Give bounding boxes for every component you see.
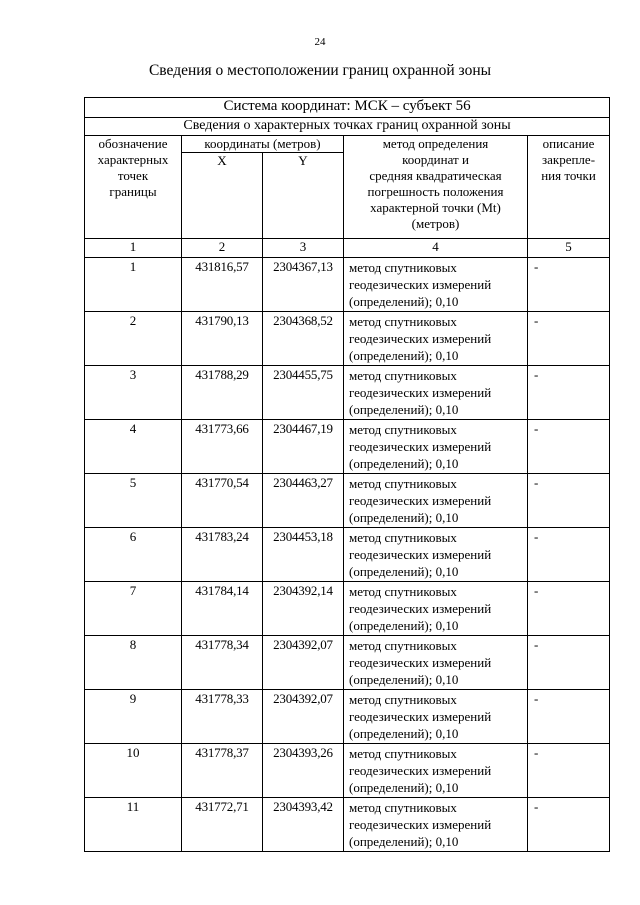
method-header-line: координат и	[402, 152, 469, 167]
method-cell	[344, 582, 528, 636]
method-header-line: метод определения	[382, 136, 489, 151]
method-line: геодезических измерений	[349, 709, 492, 724]
method-cell	[344, 744, 528, 798]
designation-header	[85, 136, 182, 239]
table-row	[85, 528, 610, 582]
method-line: (определений); 0,10	[349, 672, 459, 687]
method-line: метод спутниковых	[349, 746, 457, 761]
points-header: Сведения о характерных точках границ охранной зоны	[85, 118, 610, 136]
table-row	[85, 636, 610, 690]
method-line: геодезических измерений	[349, 817, 492, 832]
method-line: (определений); 0,10	[349, 402, 459, 417]
x-coordinate-cell: 431788,29	[182, 366, 263, 420]
method-line: метод спутниковых	[349, 314, 457, 329]
method-line: (определений); 0,10	[349, 618, 459, 633]
column-number: 2	[182, 239, 263, 258]
method-line: (определений); 0,10	[349, 564, 459, 579]
y-coordinate-cell: 2304467,19	[263, 420, 344, 474]
designation-line: характерных	[97, 152, 169, 167]
description-cell: -	[528, 258, 610, 312]
description-header-line: описание	[542, 136, 595, 151]
coordinates-table	[84, 97, 610, 852]
method-line: метод спутниковых	[349, 584, 457, 599]
designation-line: точек	[117, 168, 149, 183]
point-number-cell: 11	[85, 798, 182, 852]
method-header	[344, 136, 528, 239]
method-line: геодезических измерений	[349, 439, 492, 454]
x-coordinate-cell: 431790,13	[182, 312, 263, 366]
y-coordinate-cell: 2304463,27	[263, 474, 344, 528]
method-cell	[344, 636, 528, 690]
method-line: (определений); 0,10	[349, 780, 459, 795]
method-line: метод спутниковых	[349, 530, 457, 545]
method-line: метод спутниковых	[349, 476, 457, 491]
method-line: (определений); 0,10	[349, 834, 459, 849]
y-coordinate-cell: 2304455,75	[263, 366, 344, 420]
description-cell: -	[528, 636, 610, 690]
method-line: метод спутниковых	[349, 260, 457, 275]
designation-line: границы	[109, 184, 157, 199]
description-cell: -	[528, 366, 610, 420]
point-number-cell: 3	[85, 366, 182, 420]
method-line: (определений); 0,10	[349, 294, 459, 309]
x-coordinate-cell: 431778,33	[182, 690, 263, 744]
description-cell: -	[528, 744, 610, 798]
method-line: геодезических измерений	[349, 547, 492, 562]
method-cell	[344, 420, 528, 474]
method-line: геодезических измерений	[349, 655, 492, 670]
method-line: метод спутниковых	[349, 368, 457, 383]
method-line: (определений); 0,10	[349, 348, 459, 363]
table-row	[85, 366, 610, 420]
description-cell: -	[528, 582, 610, 636]
y-coordinate-cell: 2304392,07	[263, 636, 344, 690]
y-coordinate-cell: 2304392,14	[263, 582, 344, 636]
point-number-cell: 8	[85, 636, 182, 690]
method-cell	[344, 366, 528, 420]
method-header-line: погрешность положения	[367, 184, 504, 199]
method-cell	[344, 474, 528, 528]
y-coordinate-cell: 2304453,18	[263, 528, 344, 582]
method-header-line: средняя квадратическая	[369, 168, 502, 183]
column-number: 1	[85, 239, 182, 258]
method-line: геодезических измерений	[349, 493, 492, 508]
description-header	[528, 136, 610, 239]
x-coordinate-cell: 431778,37	[182, 744, 263, 798]
table-row	[85, 312, 610, 366]
x-coordinate-cell: 431773,66	[182, 420, 263, 474]
point-number-cell: 10	[85, 744, 182, 798]
method-line: (определений); 0,10	[349, 456, 459, 471]
column-number: 3	[263, 239, 344, 258]
x-header: X	[182, 153, 263, 239]
table-row	[85, 258, 610, 312]
method-cell	[344, 798, 528, 852]
document-title: Сведения о местоположении границ охранной зоны	[148, 62, 492, 79]
method-line: (определений); 0,10	[349, 510, 459, 525]
table-row	[85, 744, 610, 798]
table-row	[85, 474, 610, 528]
point-number-cell: 5	[85, 474, 182, 528]
y-coordinate-cell: 2304368,52	[263, 312, 344, 366]
x-coordinate-cell: 431816,57	[182, 258, 263, 312]
designation-line: обозначение	[98, 136, 168, 151]
method-line: метод спутниковых	[349, 638, 457, 653]
point-number-cell: 6	[85, 528, 182, 582]
table-row	[85, 582, 610, 636]
x-coordinate-cell: 431770,54	[182, 474, 263, 528]
point-number-cell: 2	[85, 312, 182, 366]
point-number-cell: 1	[85, 258, 182, 312]
method-cell	[344, 690, 528, 744]
description-cell: -	[528, 474, 610, 528]
y-coordinate-cell: 2304393,26	[263, 744, 344, 798]
description-header-line: ния точки	[541, 168, 596, 183]
description-cell: -	[528, 528, 610, 582]
x-coordinate-cell: 431778,34	[182, 636, 263, 690]
x-coordinate-cell: 431783,24	[182, 528, 263, 582]
y-coordinate-cell: 2304392,07	[263, 690, 344, 744]
point-number-cell: 4	[85, 420, 182, 474]
coords-group-header: координаты (метров)	[182, 136, 344, 153]
x-coordinate-cell: 431772,71	[182, 798, 263, 852]
method-line: геодезических измерений	[349, 601, 492, 616]
method-cell	[344, 312, 528, 366]
method-line: геодезических измерений	[349, 763, 492, 778]
method-line: геодезических измерений	[349, 385, 492, 400]
column-number-row	[85, 239, 610, 258]
table-row	[85, 420, 610, 474]
description-header-line: закрепле-	[541, 152, 596, 167]
system-header: Система координат: МСК – субъект 56	[85, 98, 610, 118]
description-cell: -	[528, 312, 610, 366]
y-coordinate-cell: 2304393,42	[263, 798, 344, 852]
method-line: геодезических измерений	[349, 331, 492, 346]
method-line: метод спутниковых	[349, 692, 457, 707]
description-cell: -	[528, 420, 610, 474]
y-coordinate-cell: 2304367,13	[263, 258, 344, 312]
description-cell: -	[528, 798, 610, 852]
page-number: 24	[314, 36, 326, 48]
method-header-line: характерной точки (Mt)	[370, 200, 501, 215]
method-header-line: (метров)	[411, 216, 460, 231]
table-row	[85, 798, 610, 852]
table-row	[85, 690, 610, 744]
description-cell: -	[528, 690, 610, 744]
point-number-cell: 7	[85, 582, 182, 636]
point-number-cell: 9	[85, 690, 182, 744]
method-line: геодезических измерений	[349, 277, 492, 292]
method-line: (определений); 0,10	[349, 726, 459, 741]
y-header: Y	[263, 153, 344, 239]
method-line: метод спутниковых	[349, 800, 457, 815]
method-line: метод спутниковых	[349, 422, 457, 437]
method-cell	[344, 528, 528, 582]
column-number: 4	[344, 239, 528, 258]
x-coordinate-cell: 431784,14	[182, 582, 263, 636]
column-number: 5	[528, 239, 610, 258]
method-cell	[344, 258, 528, 312]
